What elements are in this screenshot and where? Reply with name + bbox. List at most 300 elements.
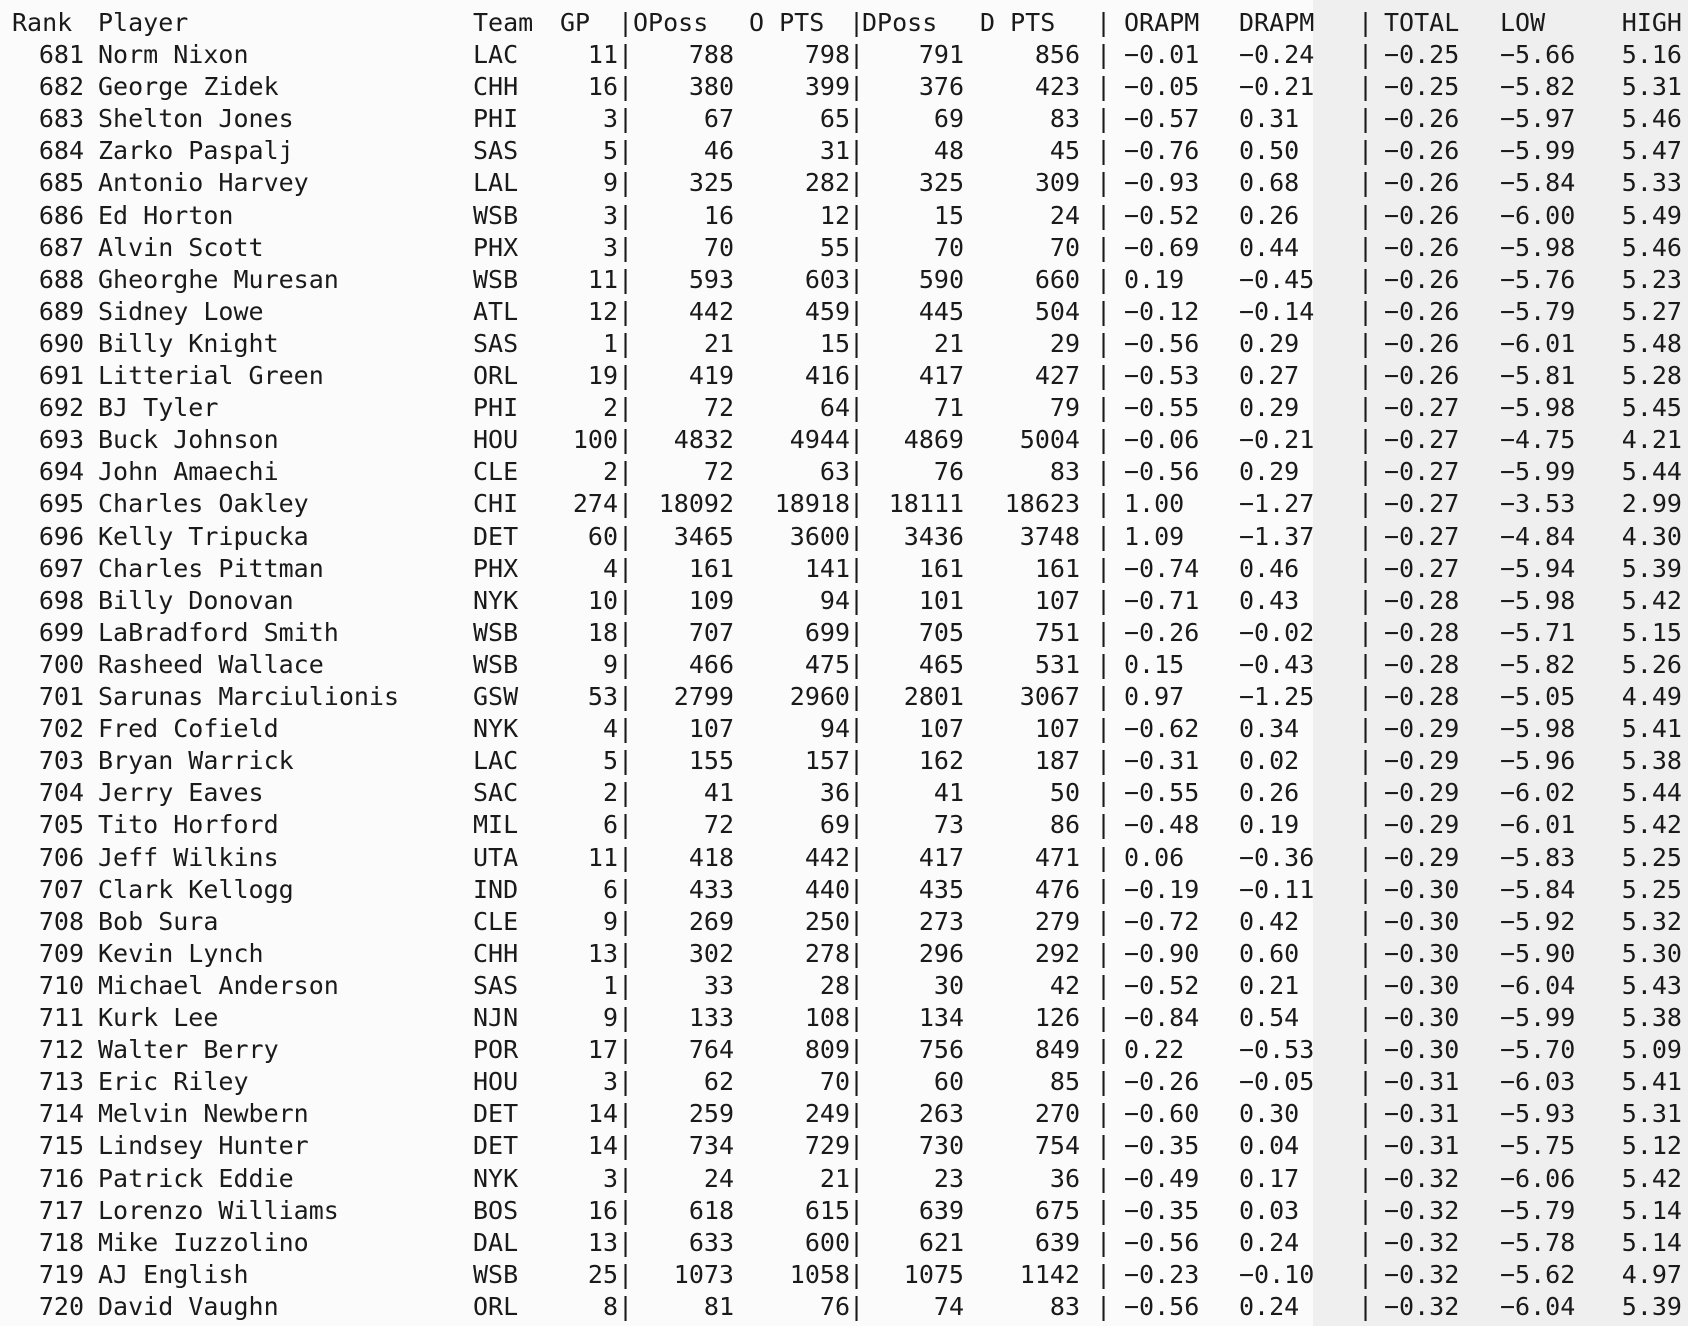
table-row (0, 39, 1688, 71)
offensive-possessions: 107 (688, 714, 734, 744)
rank-cell: 716 (38, 1163, 84, 1193)
table-row (0, 1227, 1688, 1259)
rank-cell: 706 (38, 842, 84, 872)
header-high: HIGH (1621, 8, 1682, 37)
offensive-points: 108 (804, 1003, 850, 1032)
defensive-points: 187 (1034, 746, 1080, 776)
high-value: 5.41 (1621, 714, 1682, 744)
high-value: 5.44 (1621, 778, 1682, 808)
table-row (0, 167, 1688, 199)
offensive-possessions: 70 (703, 232, 734, 262)
column-separator: | (1358, 970, 1374, 1000)
drapm-value: 0.29 (1239, 457, 1300, 487)
rank-cell: 705 (38, 810, 84, 840)
offensive-possessions: 24 (703, 1163, 734, 1193)
defensive-points: 126 (1034, 1003, 1080, 1032)
offensive-possessions: 16 (703, 200, 734, 230)
team-code: HOU (473, 1067, 519, 1097)
defensive-possessions: 4869 (903, 425, 964, 455)
column-separator: | (1096, 1003, 1112, 1032)
high-value: 5.44 (1621, 457, 1682, 487)
defensive-points: 427 (1034, 361, 1080, 390)
column-separator: | (618, 296, 634, 326)
column-separator: | (1096, 264, 1112, 294)
games-played: 11 (587, 842, 618, 872)
high-value: 5.25 (1621, 842, 1682, 872)
column-separator: | (849, 296, 865, 326)
games-played: 6 (602, 874, 618, 904)
defensive-points: 45 (1049, 136, 1080, 166)
offensive-points: 94 (819, 585, 850, 615)
column-separator: | (849, 1195, 865, 1225)
low-value: −5.70 (1500, 1035, 1576, 1065)
player-name: David Vaughn (98, 1291, 279, 1321)
games-played: 11 (587, 264, 618, 294)
column-separator: | (618, 649, 634, 679)
high-value: 5.28 (1621, 361, 1682, 390)
high-value: 5.45 (1621, 393, 1682, 423)
team-code: CHH (473, 72, 519, 102)
defensive-points: 856 (1034, 40, 1080, 69)
team-code: NYK (473, 585, 519, 615)
games-played: 5 (602, 136, 618, 166)
offensive-points: 459 (804, 296, 850, 326)
orapm-value: −0.05 (1124, 72, 1200, 102)
high-value: 5.42 (1621, 1163, 1682, 1193)
team-code: CLE (473, 457, 519, 487)
offensive-points: 70 (819, 1067, 850, 1097)
low-value: −5.98 (1500, 232, 1576, 262)
column-separator: | (618, 425, 634, 455)
defensive-points: 42 (1049, 970, 1080, 1000)
offensive-possessions: 133 (688, 1003, 734, 1032)
drapm-value: 0.42 (1239, 906, 1300, 936)
rank-cell: 687 (38, 232, 84, 262)
rank-cell: 699 (38, 617, 84, 647)
drapm-value: 0.34 (1239, 714, 1300, 744)
player-name: Norm Nixon (98, 40, 249, 69)
column-separator: | (618, 104, 634, 134)
orapm-value: 0.06 (1124, 842, 1185, 872)
drapm-value: 0.31 (1239, 104, 1300, 134)
column-separator: | (618, 489, 634, 519)
drapm-value: 0.30 (1239, 1099, 1300, 1129)
drapm-value: 0.44 (1239, 232, 1300, 262)
offensive-points: 603 (804, 264, 850, 294)
column-separator: | (618, 393, 634, 423)
team-code: SAS (473, 328, 519, 358)
offensive-possessions: 62 (703, 1067, 734, 1097)
defensive-possessions: 435 (918, 874, 964, 904)
column-separator: | (849, 617, 865, 647)
defensive-possessions: 2801 (903, 682, 964, 711)
table-row (0, 103, 1688, 135)
player-name: Patrick Eddie (98, 1163, 294, 1193)
low-value: −5.82 (1500, 72, 1576, 102)
team-code: WSB (473, 1259, 519, 1289)
total-value: −0.26 (1384, 361, 1460, 390)
table-row (0, 1163, 1688, 1195)
games-played: 4 (602, 714, 618, 744)
drapm-value: 0.68 (1239, 168, 1300, 198)
orapm-value: 0.97 (1124, 682, 1185, 711)
orapm-value: −0.93 (1124, 168, 1200, 198)
high-value: 4.21 (1621, 425, 1682, 455)
table-row (0, 296, 1688, 328)
rank-cell: 704 (38, 778, 84, 808)
table-row (0, 842, 1688, 874)
high-value: 5.16 (1621, 40, 1682, 69)
defensive-possessions: 263 (918, 1099, 964, 1129)
column-separator: | (1096, 425, 1112, 455)
player-name: Melvin Newbern (98, 1099, 309, 1129)
games-played: 3 (602, 200, 618, 230)
offensive-possessions: 21 (703, 328, 734, 358)
low-value: −6.06 (1500, 1163, 1576, 1193)
team-code: HOU (473, 425, 519, 455)
offensive-possessions: 418 (688, 842, 734, 872)
drapm-value: 0.04 (1239, 1131, 1300, 1161)
offensive-points: 76 (819, 1291, 850, 1321)
column-separator: | (618, 970, 634, 1000)
offensive-points: 141 (804, 553, 850, 583)
player-name: Eric Riley (98, 1067, 249, 1097)
defensive-points: 161 (1034, 553, 1080, 583)
header-team: Team (473, 8, 534, 37)
defensive-possessions: 70 (933, 232, 964, 262)
column-separator: | (1358, 489, 1374, 519)
column-separator: | (849, 1163, 865, 1193)
drapm-value: −0.53 (1239, 1035, 1315, 1065)
orapm-value: −0.52 (1124, 200, 1200, 230)
column-separator: | (1358, 938, 1374, 968)
low-value: −5.99 (1500, 457, 1576, 487)
offensive-points: 15 (819, 328, 850, 358)
games-played: 13 (587, 938, 618, 968)
column-separator: | (849, 104, 865, 134)
column-separator: | (618, 1291, 634, 1321)
header-separator: | (1358, 8, 1374, 37)
games-played: 13 (587, 1227, 618, 1257)
total-value: −0.26 (1384, 296, 1460, 326)
offensive-points: 442 (804, 842, 850, 872)
column-separator: | (1358, 1163, 1374, 1193)
offensive-points: 157 (804, 746, 850, 776)
column-separator: | (618, 168, 634, 198)
defensive-possessions: 76 (933, 457, 964, 487)
defensive-points: 24 (1049, 200, 1080, 230)
column-separator: | (1358, 778, 1374, 808)
column-separator: | (849, 682, 865, 711)
column-separator: | (849, 232, 865, 262)
player-name: AJ English (98, 1259, 249, 1289)
defensive-points: 79 (1049, 393, 1080, 423)
column-separator: | (618, 1035, 634, 1065)
offensive-possessions: 433 (688, 874, 734, 904)
orapm-value: −0.48 (1124, 810, 1200, 840)
defensive-points: 639 (1034, 1227, 1080, 1257)
rank-cell: 707 (38, 874, 84, 904)
orapm-value: −0.49 (1124, 1163, 1200, 1193)
table-row (0, 1034, 1688, 1066)
offensive-points: 69 (819, 810, 850, 840)
offensive-points: 416 (804, 361, 850, 390)
low-value: −5.96 (1500, 746, 1576, 776)
column-separator: | (1358, 874, 1374, 904)
orapm-value: −0.56 (1124, 328, 1200, 358)
column-separator: | (1096, 1035, 1112, 1065)
offensive-points: 31 (819, 136, 850, 166)
team-code: LAC (473, 746, 519, 776)
drapm-value: −1.37 (1239, 521, 1315, 551)
total-value: −0.28 (1384, 617, 1460, 647)
defensive-points: 107 (1034, 714, 1080, 744)
total-value: −0.30 (1384, 938, 1460, 968)
column-separator: | (1096, 361, 1112, 390)
low-value: −5.99 (1500, 136, 1576, 166)
games-played: 4 (602, 553, 618, 583)
column-separator: | (1358, 842, 1374, 872)
column-separator: | (618, 842, 634, 872)
defensive-possessions: 376 (918, 72, 964, 102)
offensive-possessions: 72 (703, 810, 734, 840)
header-separator: | (849, 8, 865, 37)
column-separator: | (1358, 617, 1374, 647)
high-value: 5.09 (1621, 1035, 1682, 1065)
low-value: −6.04 (1500, 970, 1576, 1000)
column-separator: | (1358, 168, 1374, 198)
column-separator: | (1096, 810, 1112, 840)
rank-cell: 701 (38, 682, 84, 711)
orapm-value: −0.31 (1124, 746, 1200, 776)
games-played: 1 (602, 328, 618, 358)
column-separator: | (1096, 296, 1112, 326)
defensive-possessions: 417 (918, 361, 964, 390)
high-value: 5.43 (1621, 970, 1682, 1000)
team-code: DET (473, 1099, 519, 1129)
offensive-points: 809 (804, 1035, 850, 1065)
defensive-possessions: 21 (933, 328, 964, 358)
offensive-possessions: 109 (688, 585, 734, 615)
orapm-value: −0.19 (1124, 874, 1200, 904)
offensive-possessions: 788 (688, 40, 734, 69)
column-separator: | (618, 521, 634, 551)
column-separator: | (849, 393, 865, 423)
team-code: ORL (473, 1291, 519, 1321)
defensive-points: 504 (1034, 296, 1080, 326)
defensive-possessions: 756 (918, 1035, 964, 1065)
column-separator: | (618, 585, 634, 615)
rank-cell: 691 (38, 361, 84, 390)
player-name: Billy Donovan (98, 585, 294, 615)
defensive-possessions: 296 (918, 938, 964, 968)
column-separator: | (849, 72, 865, 102)
defensive-possessions: 705 (918, 617, 964, 647)
column-separator: | (1358, 232, 1374, 262)
defensive-possessions: 74 (933, 1291, 964, 1321)
column-separator: | (1096, 1195, 1112, 1225)
total-value: −0.26 (1384, 168, 1460, 198)
low-value: −5.84 (1500, 168, 1576, 198)
rank-cell: 682 (38, 72, 84, 102)
offensive-possessions: 633 (688, 1227, 734, 1257)
low-value: −5.98 (1500, 393, 1576, 423)
low-value: −4.84 (1500, 521, 1576, 551)
orapm-value: −0.56 (1124, 457, 1200, 487)
offensive-points: 64 (819, 393, 850, 423)
table-row (0, 713, 1688, 745)
defensive-points: 3748 (1019, 521, 1080, 551)
column-separator: | (618, 1003, 634, 1032)
column-separator: | (1358, 1227, 1374, 1257)
column-separator: | (1358, 457, 1374, 487)
player-name: Jeff Wilkins (98, 842, 279, 872)
column-separator: | (618, 361, 634, 390)
orapm-value: −0.56 (1124, 1227, 1200, 1257)
total-value: −0.32 (1384, 1195, 1460, 1225)
low-value: −5.99 (1500, 1003, 1576, 1032)
games-played: 3 (602, 1067, 618, 1097)
rank-cell: 710 (38, 970, 84, 1000)
column-separator: | (618, 136, 634, 166)
column-separator: | (849, 1291, 865, 1321)
low-value: −6.02 (1500, 778, 1576, 808)
rank-cell: 718 (38, 1227, 84, 1257)
column-separator: | (1358, 746, 1374, 776)
column-separator: | (618, 906, 634, 936)
table-row (0, 649, 1688, 681)
orapm-value: −0.60 (1124, 1099, 1200, 1129)
column-separator: | (1358, 553, 1374, 583)
orapm-value: −0.35 (1124, 1195, 1200, 1225)
orapm-value: −0.56 (1124, 1291, 1200, 1321)
total-value: −0.26 (1384, 264, 1460, 294)
orapm-value: −0.74 (1124, 553, 1200, 583)
high-value: 5.46 (1621, 232, 1682, 262)
rank-cell: 703 (38, 746, 84, 776)
table-row (0, 135, 1688, 167)
total-value: −0.32 (1384, 1291, 1460, 1321)
table-row (0, 553, 1688, 585)
defensive-possessions: 162 (918, 746, 964, 776)
low-value: −3.53 (1500, 489, 1576, 519)
column-separator: | (1358, 72, 1374, 102)
column-separator: | (1096, 682, 1112, 711)
team-code: BOS (473, 1195, 519, 1225)
drapm-value: −0.24 (1239, 40, 1315, 69)
total-value: −0.32 (1384, 1163, 1460, 1193)
orapm-value: 1.09 (1124, 521, 1185, 551)
total-value: −0.31 (1384, 1099, 1460, 1129)
low-value: −5.66 (1500, 40, 1576, 69)
column-separator: | (849, 1131, 865, 1161)
team-code: ATL (473, 296, 519, 326)
column-separator: | (1096, 200, 1112, 230)
high-value: 5.41 (1621, 1067, 1682, 1097)
offensive-points: 475 (804, 649, 850, 679)
team-code: LAC (473, 40, 519, 69)
team-code: POR (473, 1035, 519, 1065)
offensive-points: 63 (819, 457, 850, 487)
offensive-possessions: 2799 (673, 682, 734, 711)
defensive-possessions: 134 (918, 1003, 964, 1032)
offensive-points: 21 (819, 1163, 850, 1193)
offensive-points: 282 (804, 168, 850, 198)
column-separator: | (849, 874, 865, 904)
column-separator: | (618, 553, 634, 583)
header-dposs: DPoss (862, 8, 938, 37)
header-drapm: DRAPM (1239, 8, 1315, 37)
total-value: −0.30 (1384, 1003, 1460, 1032)
defensive-points: 309 (1034, 168, 1080, 198)
offensive-possessions: 618 (688, 1195, 734, 1225)
orapm-value: −0.62 (1124, 714, 1200, 744)
total-value: −0.30 (1384, 906, 1460, 936)
orapm-value: −0.71 (1124, 585, 1200, 615)
low-value: −5.75 (1500, 1131, 1576, 1161)
offensive-possessions: 380 (688, 72, 734, 102)
offensive-points: 4944 (789, 425, 850, 455)
table-row (0, 200, 1688, 232)
high-value: 5.31 (1621, 1099, 1682, 1129)
defensive-possessions: 69 (933, 104, 964, 134)
defensive-possessions: 417 (918, 842, 964, 872)
column-separator: | (849, 457, 865, 487)
team-code: IND (473, 874, 519, 904)
team-code: GSW (473, 682, 519, 711)
column-separator: | (849, 40, 865, 69)
offensive-possessions: 155 (688, 746, 734, 776)
high-value: 5.25 (1621, 874, 1682, 904)
column-separator: | (1096, 842, 1112, 872)
defensive-points: 754 (1034, 1131, 1080, 1161)
team-code: SAS (473, 970, 519, 1000)
orapm-value: −0.55 (1124, 393, 1200, 423)
column-separator: | (1358, 585, 1374, 615)
defensive-possessions: 73 (933, 810, 964, 840)
drapm-value: 0.26 (1239, 200, 1300, 230)
column-separator: | (849, 1035, 865, 1065)
rank-cell: 702 (38, 714, 84, 744)
games-played: 6 (602, 810, 618, 840)
defensive-points: 279 (1034, 906, 1080, 936)
column-separator: | (618, 1163, 634, 1193)
total-value: −0.26 (1384, 200, 1460, 230)
offensive-points: 729 (804, 1131, 850, 1161)
total-value: −0.25 (1384, 40, 1460, 69)
games-played: 14 (587, 1099, 618, 1129)
games-played: 12 (587, 296, 618, 326)
total-value: −0.31 (1384, 1067, 1460, 1097)
column-separator: | (1096, 1099, 1112, 1129)
games-played: 11 (587, 40, 618, 69)
defensive-possessions: 101 (918, 585, 964, 615)
total-value: −0.29 (1384, 714, 1460, 744)
total-value: −0.26 (1384, 232, 1460, 262)
games-played: 8 (602, 1291, 618, 1321)
defensive-points: 849 (1034, 1035, 1080, 1065)
player-name: Charles Oakley (98, 489, 309, 519)
games-played: 14 (587, 1131, 618, 1161)
team-code: DAL (473, 1227, 519, 1257)
header-dpts: D PTS (980, 8, 1056, 37)
defensive-points: 85 (1049, 1067, 1080, 1097)
high-value: 2.99 (1621, 489, 1682, 519)
rank-cell: 717 (38, 1195, 84, 1225)
orapm-value: −0.26 (1124, 617, 1200, 647)
offensive-points: 600 (804, 1227, 850, 1257)
orapm-value: 0.15 (1124, 649, 1185, 679)
